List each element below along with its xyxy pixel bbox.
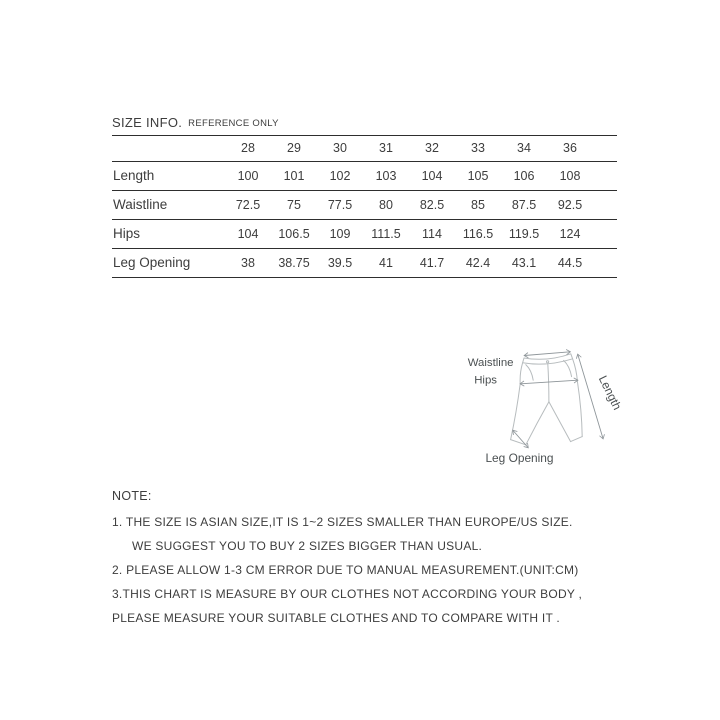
table-row bbox=[112, 162, 617, 191]
left-outer-seam bbox=[511, 363, 523, 440]
value-cell: 39.5 bbox=[327, 255, 353, 270]
waistline-arrow bbox=[525, 352, 571, 356]
value-cell: 119.5 bbox=[508, 226, 540, 241]
value-cell: 116.5 bbox=[462, 226, 494, 241]
right-outer-seam bbox=[573, 359, 583, 437]
value-cell: 108 bbox=[559, 168, 581, 183]
leg-opening-label: Leg Opening bbox=[485, 450, 554, 465]
column-header-36: 36 bbox=[563, 141, 577, 156]
value-cell: 85 bbox=[471, 197, 485, 212]
row-label-cell: Hips bbox=[113, 226, 141, 241]
value-cell: 41.7 bbox=[419, 255, 445, 270]
value-cell: 100 bbox=[237, 168, 259, 183]
table-row bbox=[112, 249, 617, 278]
note-line: PLEASE MEASURE YOUR SUITABLE CLOTHES AND TO COMPARE WITH IT . bbox=[112, 611, 561, 625]
value-cell: 82.5 bbox=[419, 197, 445, 212]
column-header-32: 32 bbox=[425, 141, 439, 156]
value-cell: 103 bbox=[375, 168, 397, 183]
right-hem bbox=[571, 437, 583, 442]
value-cell: 102 bbox=[329, 168, 351, 183]
table-row bbox=[112, 220, 617, 249]
column-header-31: 31 bbox=[379, 141, 393, 156]
value-cell: 41 bbox=[379, 255, 393, 270]
value-cell: 109 bbox=[329, 226, 351, 241]
value-cell: 106.5 bbox=[278, 226, 310, 241]
size-table bbox=[112, 136, 617, 278]
row-label-cell: Waistline bbox=[113, 197, 168, 212]
column-header-34: 34 bbox=[517, 141, 531, 156]
value-cell: 77.5 bbox=[327, 197, 353, 212]
length-label: Length bbox=[595, 373, 625, 413]
value-cell: 105 bbox=[467, 168, 489, 183]
waistline-label: Waistline bbox=[467, 356, 514, 369]
value-cell: 101 bbox=[283, 168, 305, 183]
value-cell: 75 bbox=[287, 197, 301, 212]
pants-outline bbox=[511, 354, 583, 445]
note-line: WE SUGGEST YOU TO BUY 2 SIZES BIGGER THAN USUAL. bbox=[132, 539, 483, 553]
value-cell: 124 bbox=[559, 226, 581, 241]
left-inner-seam bbox=[526, 402, 549, 445]
value-cell: 80 bbox=[379, 197, 393, 212]
value-cell: 87.5 bbox=[511, 197, 537, 212]
value-cell: 43.1 bbox=[511, 255, 537, 270]
column-header-29: 29 bbox=[287, 141, 301, 156]
row-label-cell: Leg Opening bbox=[113, 255, 191, 270]
page-title: SIZE INFO. bbox=[112, 115, 183, 130]
value-cell: 44.5 bbox=[557, 255, 583, 270]
right-inner-seam bbox=[549, 402, 571, 442]
notes-section bbox=[112, 486, 626, 630]
leg-opening-arrow bbox=[513, 431, 528, 448]
value-cell: 106 bbox=[513, 168, 535, 183]
hips-label: Hips bbox=[474, 374, 497, 387]
left-pocket bbox=[526, 365, 533, 381]
value-cell: 92.5 bbox=[557, 197, 583, 212]
column-header-33: 33 bbox=[471, 141, 485, 156]
page-subtitle: REFERENCE ONLY bbox=[188, 118, 279, 129]
value-cell: 104 bbox=[421, 168, 443, 183]
pants-diagram bbox=[440, 330, 720, 480]
table-row bbox=[112, 191, 617, 220]
table-header-row bbox=[112, 136, 617, 162]
value-cell: 111.5 bbox=[371, 226, 401, 241]
notes-heading: NOTE: bbox=[112, 489, 152, 503]
value-cell: 104 bbox=[237, 226, 259, 241]
note-line: 3.THIS CHART IS MEASURE BY OUR CLOTHES NOT ACCORDING YOUR BODY , bbox=[112, 587, 583, 601]
title-bar bbox=[112, 112, 617, 136]
column-header-28: 28 bbox=[241, 141, 255, 156]
fly-seam bbox=[548, 364, 549, 402]
value-cell: 38 bbox=[241, 255, 255, 270]
right-pocket bbox=[564, 360, 572, 376]
value-cell: 38.75 bbox=[278, 255, 310, 270]
waist-button bbox=[547, 361, 549, 363]
value-cell: 114 bbox=[422, 226, 442, 241]
value-cell: 42.4 bbox=[465, 255, 491, 270]
row-label-cell: Length bbox=[113, 168, 155, 183]
value-cell: 72.5 bbox=[235, 197, 261, 212]
note-lines bbox=[112, 510, 626, 630]
note-line: 2. PLEASE ALLOW 1-3 CM ERROR DUE TO MANUAL MEASUREMENT.(UNIT:CM) bbox=[112, 563, 579, 577]
column-header-30: 30 bbox=[333, 141, 347, 156]
note-line: 1. THE SIZE IS ASIAN SIZE,IT IS 1~2 SIZES SMALLER THAN EUROPE/US SIZE. bbox=[112, 515, 573, 529]
